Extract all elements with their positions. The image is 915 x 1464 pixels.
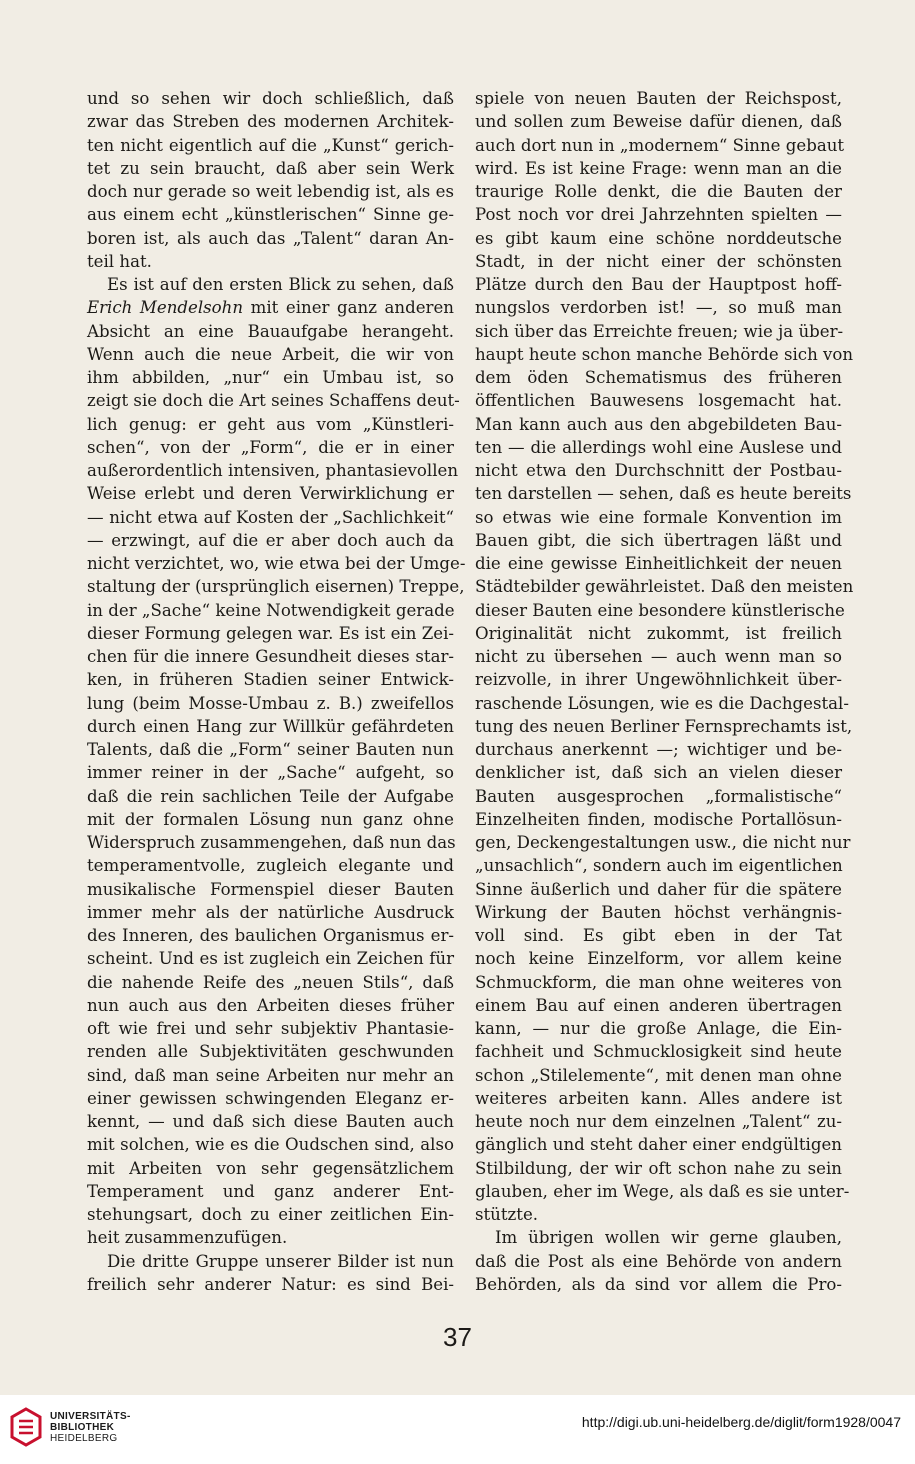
text-line: Stilbildung, der wir oft schon nahe zu sein [475,1158,842,1178]
text-line: „unsachlich“, sondern auch im eigentlichen [475,856,843,876]
text-line: die eine gewisse Einheitlichkeit der neuen [475,554,842,573]
text-line: oft wie frei und sehr subjektiv Phantasie- [87,1019,454,1038]
text-line: Behörden, als da sind vor allem die Pro- [475,1274,842,1294]
text-line: kann, — nur die große Anlage, die Ein- [475,1019,842,1038]
text-line: aus einem echt „künstlerischen“ Sinne ge- [87,205,454,225]
text-line: die nahende Reife des „neuen Stils“, daß [87,972,454,992]
text-line: temperamentvolle, zugleich elegante und [87,856,454,876]
text-line: Plätze durch den Bau der Hauptpost hoff- [475,275,842,294]
text-line: nicht verzichtet, wo, wie etwa bei der Umge- [87,554,466,573]
text-line: ten — die allerdings wohl eine Auslese und [475,437,842,457]
text-line: daß die rein sachlichen Teile der Aufgabe [87,786,454,806]
text-line: durch einen Hang zur Willkür gefährdeten [87,716,454,736]
text-line: traurige Rolle denkt, die die Bauten der [475,182,842,201]
text-line: sind, daß man seine Arbeiten nur mehr an [87,1065,454,1085]
text-line: — erzwingt, auf die er aber doch auch da [87,530,454,550]
text-line: haupt heute schon manche Behörde sich von [475,344,854,364]
text-line: des Inneren, des baulichen Organismus er- [87,926,454,945]
text-line: schon „Stilelemente“, mit denen man ohne [475,1065,842,1085]
text-line: fachheit und Schmucklosigkeit sind heute [475,1042,842,1062]
permalink-url[interactable]: http://digi.ub.uni-heidelberg.de/diglit/form1928/0047 [581,1414,901,1430]
text-line: heit zusammenzufügen. [87,1228,288,1248]
text-line: daß die Post als eine Behörde von andern [475,1251,842,1271]
logo-line-1: UNIVERSITÄTS- [50,1410,131,1422]
text-line: kennt, — und daß sich diese Bauten auch [87,1112,454,1131]
text-line: dem öden Schematismus des früheren [475,368,842,387]
text-line: immer mehr als der natürliche Ausdruck [87,902,454,922]
text-line: einem Bau auf einen anderen übertragen [475,995,842,1015]
text-line: Bauen gibt, die sich übertragen läßt und [475,530,842,550]
text-line: immer reiner in der „Sache“ aufgeht, so [87,763,454,783]
text-line: heute noch nur dem einzelnen „Talent“ zu- [475,1112,842,1131]
text-line: lich genug: er geht aus vom „Künstleri- [87,414,454,434]
text-line: reizvolle, in ihrer Ungewöhnlichkeit über- [475,670,842,690]
text-line: schen“, von der „Form“, die er in einer [87,437,454,457]
text-line: stützte. [475,1205,539,1224]
text-line: zwar das Streben des modernen Architek- [87,112,454,132]
text-line: dieser Bauten eine besondere künstlerische [475,600,845,620]
text-line: öffentlichen Bauwesens losgemacht hat. [475,391,842,411]
text-line: Schmuckform, die man ohne weiteres von [475,972,842,992]
text-line: und sollen zum Beweise dafür dienen, daß [475,112,842,132]
text-line: ihm abbilden, „nur“ ein Umbau ist, so [87,368,454,387]
text-line: freilich sehr anderer Natur: es sind Bei- [87,1274,454,1294]
text-line: Temperament und ganz anderer Ent- [87,1181,454,1201]
text-line: stehungsart, doch zu einer zeitlichen Ein- [87,1205,454,1224]
text-line: mit Arbeiten von sehr gegensätzlichem [87,1158,454,1178]
text-line: Städtebilder gewährleistet. Daß den meisten [475,577,854,597]
text-line: noch keine Einzelform, vor allem keine [475,949,842,969]
text-line: durchaus anerkennt —; wichtiger und be- [475,740,842,759]
text-line: Die dritte Gruppe unserer Bilder ist nun [107,1251,454,1271]
library-logo[interactable] [10,1407,131,1447]
text-line: auch dort nun in „modernem“ Sinne gebaut [475,135,845,155]
text-line: ten nicht eigentlich auf die „Kunst“ gerich- [87,135,454,155]
logo-line-2: BIBLIOTHEK [50,1421,115,1433]
library-emblem-icon [10,1407,42,1447]
text-line: dieser Formung gelegen war. Es ist ein Zei- [87,623,454,643]
text-line: renden alle Subjektivitäten geschwunden [87,1042,454,1062]
logo-line-3: HEIDELBERG [50,1432,118,1444]
text-line: zeigt sie doch die Art seines Schaffens deut- [87,391,460,411]
text-line: einer gewissen schwingenden Eleganz er- [87,1088,454,1108]
text-line: tet zu sein braucht, daß aber sein Werk [87,158,454,178]
text-line: so etwas wie eine formale Konvention im [475,507,842,527]
text-line: scheint. Und es ist zugleich ein Zeichen für [87,949,454,969]
text-line: und so sehen wir doch schließlich, daß [87,89,454,108]
text-line: — nicht etwa auf Kosten der „Sachlichkeit“ [87,507,454,527]
text-line: Wenn auch die neue Arbeit, die wir von [87,344,454,364]
text-line: staltung der (ursprünglich eisernen) Treppe, [87,577,465,597]
text-line: Bauten ausgesprochen „formalistische“ [475,786,842,806]
text-line: glauben, eher im Wege, als daß es sie unter- [475,1181,850,1201]
text-line: in der „Sache“ keine Notwendigkeit gerade [87,600,455,620]
text-line: lung (beim Mosse-Umbau z. B.) zweifellos [87,693,454,713]
text-line: mit der formalen Lösung nun ganz ohne [87,809,454,829]
text-line: ten darstellen — sehen, daß es heute bereits [475,484,852,504]
text-line: Im übrigen wollen wir gerne glauben, [495,1228,842,1248]
text-line: boren ist, als auch das „Talent“ daran An- [87,228,454,248]
text-line: Widerspruch zusammengehen, daß nun das [87,833,456,852]
text-line: Absicht an eine Bauaufgabe herangeht. [87,321,454,341]
text-line: gen, Deckengestaltungen usw., die nicht nur [475,833,851,852]
footer-bar [0,1395,915,1464]
text-line: mit solchen, wie es die Oudschen sind, also [87,1135,454,1155]
text-line: nicht etwa den Durchschnitt der Postbau- [475,461,842,480]
text-line: chen für die innere Gesundheit dieses star- [87,647,454,666]
text-line: Talents, daß die „Form“ seiner Bauten nun [87,740,454,759]
text-line: sich über das Erreichte freuen; wie ja über- [475,321,844,341]
right-column [475,87,854,1296]
text-line: teil hat. [87,251,152,271]
text-line: weiteres arbeiten kann. Alles andere ist [475,1088,842,1108]
text-line: nicht zu übersehen — auch wenn man so [475,647,842,666]
left-column [87,87,466,1296]
text-line: spiele von neuen Bauten der Reichspost, [475,89,842,108]
library-name [50,1411,131,1444]
text-line: Sinne äußerlich und daher für die spätere [475,879,842,899]
text-line: Weise erlebt und deren Verwirklichung er [87,484,454,504]
text-line: wird. Es ist keine Frage: wenn man an die [475,158,842,178]
text-line: Man kann auch aus den abgebildeten Bau- [475,414,842,434]
text-line: es gibt kaum eine schöne norddeutsche [475,228,842,248]
text-line: Stadt, in der nicht einer der schönsten [475,251,842,271]
text-line: denklicher ist, daß sich an vielen dieser [475,763,842,783]
text-line: Wirkung der Bauten höchst verhängnis- [475,902,842,922]
text-line: außerordentlich intensiven, phantasievollen [87,461,459,480]
text-line: musikalische Formenspiel dieser Bauten [87,879,454,899]
text-line: doch nur gerade so weit lebendig ist, als es [87,182,454,201]
text-line: ken, in früheren Stadien seiner Entwick- [87,670,454,690]
text-line: raschende Lösungen, wie es die Dachgestal- [475,693,849,713]
text-fragment: mit einer ganz anderen [250,298,454,318]
author-name: Erich Mendelsohn [87,298,244,318]
text-line: Einzelheiten finden, modische Portallösun- [475,809,842,829]
text-line: nungslos verdorben ist! —, so muß man [475,298,842,318]
page-number: 37 [443,1322,472,1352]
text-line: Es ist auf den ersten Blick zu sehen, daß [107,275,454,294]
text-line: voll sind. Es gibt eben in der Tat [475,926,842,945]
text-line: tung des neuen Berliner Fernsprechamts ist, [475,716,853,736]
text-line: Post noch vor drei Jahrzehnten spielten — [475,205,842,225]
text-line: Originalität nicht zukommt, ist freilich [475,623,842,643]
text-line [87,296,454,319]
text-line: nun auch aus den Arbeiten dieses früher [87,995,454,1015]
text-line: gänglich und steht daher einer endgültigen [475,1135,842,1155]
